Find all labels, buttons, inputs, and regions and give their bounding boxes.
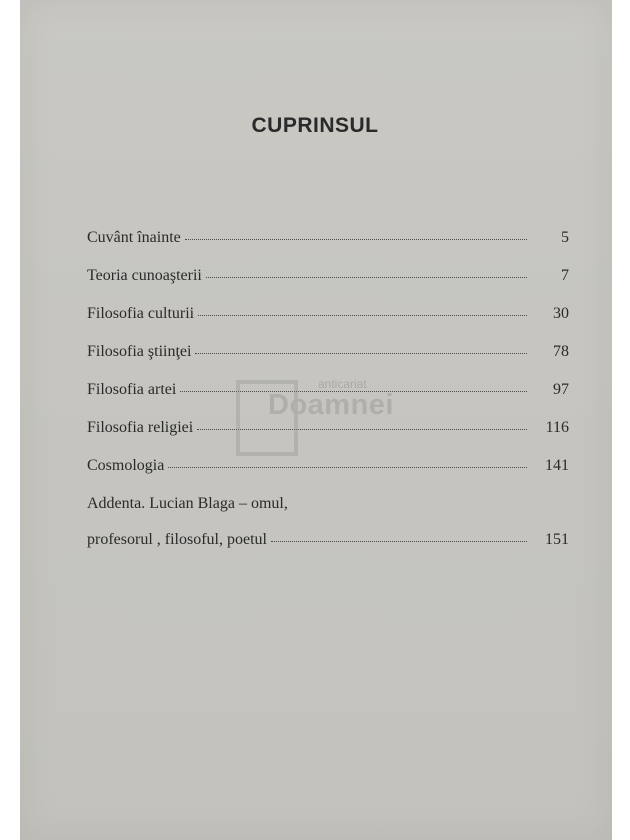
toc-entry-page: 141 — [545, 457, 569, 474]
dot-leader — [271, 540, 527, 542]
watermark-top-text: anticariat — [318, 377, 367, 391]
watermark-main-text: Doamnei — [268, 389, 394, 421]
toc-entry-label: Teoria cunoaşterii — [87, 267, 202, 284]
watermark — [236, 377, 406, 462]
toc-entry-page: 151 — [545, 531, 569, 548]
toc-entry-page: 97 — [553, 381, 569, 398]
toc-entry-label: Filosofia artei — [87, 381, 177, 398]
toc-entry-label: Cosmologia — [87, 457, 165, 474]
toc-entry-label: Cuvânt înainte — [87, 229, 181, 246]
toc-entry-page: 78 — [553, 343, 569, 360]
toc-entry-page: 7 — [561, 267, 569, 284]
toc-entry-page: 116 — [545, 419, 569, 436]
toc-entry-label: Addenta. Lucian Blaga – omul, — [87, 495, 288, 512]
toc-entry-addenta-line1 — [87, 495, 569, 531]
toc-entry-page: 30 — [553, 305, 569, 322]
toc-entry-label: profesorul , filosoful, poetul — [87, 531, 267, 548]
toc-entry-page: 5 — [561, 229, 569, 246]
page-title: CUPRINSUL — [251, 114, 379, 137]
dot-leader — [168, 466, 527, 468]
dot-leader — [195, 352, 527, 354]
toc-entry-filosofia-culturii — [87, 305, 569, 343]
toc-entry-label: Filosofia ştiinţei — [87, 343, 192, 360]
toc-entry-addenta-line2 — [87, 531, 569, 569]
toc-entry-label: Filosofia religiei — [87, 419, 194, 436]
toc-entry-filosofia-stiintei — [87, 343, 569, 381]
dot-leader — [185, 238, 527, 240]
dot-leader — [198, 314, 527, 316]
toc-entry-label: Filosofia culturii — [87, 305, 195, 322]
dot-leader — [206, 276, 527, 278]
toc-entry-teoria-cunoasterii — [87, 267, 569, 305]
toc-entry-cosmologia — [87, 457, 569, 495]
toc-entry-cuvant-inainte — [87, 229, 569, 267]
